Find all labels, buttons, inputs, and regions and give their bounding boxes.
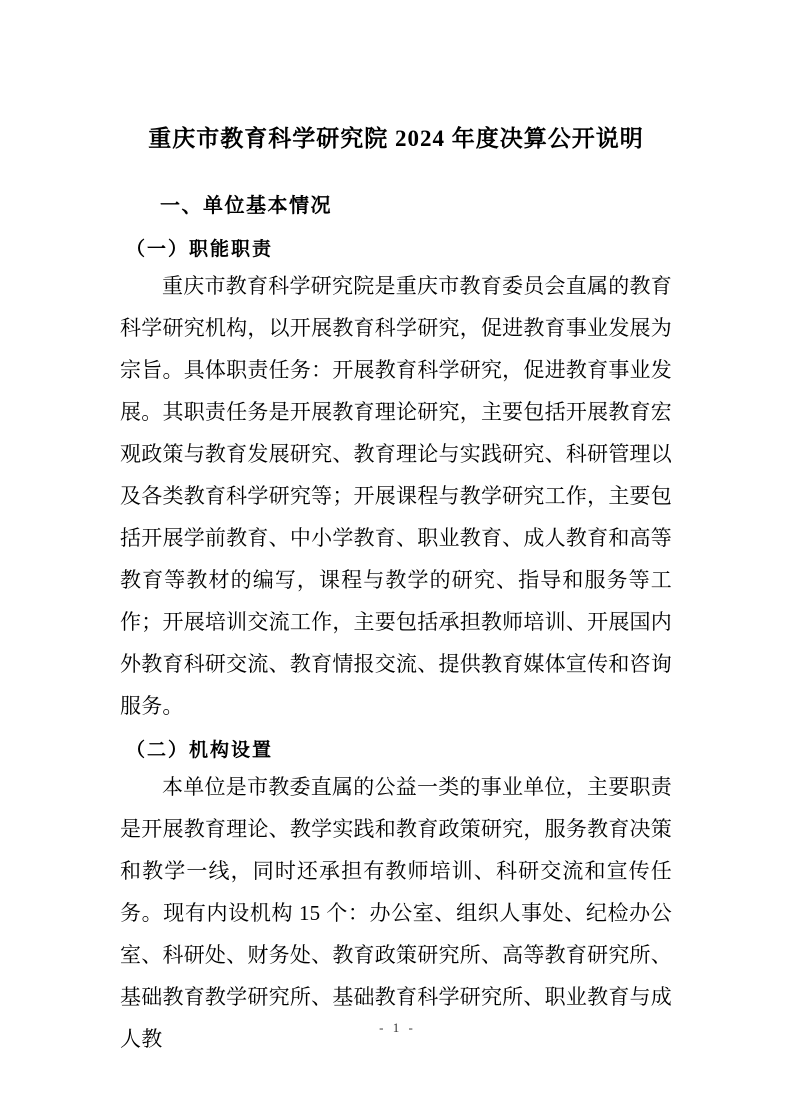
- section-heading-basic-info: 一、单位基本情况: [160, 195, 332, 217]
- body-paragraph-functions: 重庆市教育科学研究院是重庆市教育委员会直属的教育科学研究机构，以开展教育科学研究，促进教育事业发展为宗旨。具体职责任务：开展教育科学研究，促进教育事业发展。其职责任务是开展教育理论研究，主要包括开展教育宏观政策与教育发展研究、教育理论与实践研究、科研管理以及各类教育科学研究等；开展课程与教学研究工作，主要包括开展学前教育、中小学教育、职业教育、成人教育和高等教育等教材的编写，课程与教学的研究、指导和服务等工作；开展培训交流工作，主要包括承担教师培训、开展国内外教育科研交流、教育情报交流、提供教育媒体宣传和咨询服务。: [120, 274, 672, 718]
- subsection-heading-organization: （二）机构设置: [126, 740, 274, 761]
- subsection-heading-functions: （一）职能职责: [126, 239, 274, 260]
- page-number: - 1 -: [379, 1020, 416, 1035]
- body-paragraph-organization: 本单位是市教委直属的公益一类的事业单位，主要职责是开展教育理论、教学实践和教育政策研究，服务教育决策和教学一线，同时还承担有教师培训、科研交流和宣传任务。现有内设机构 15 个：办公室、组织人事处、纪检办公室、科研处、财务处、教育政策研究所、高等教育研究所、基础教育教学研究所、基础教育科学研究所、职业教育与成人教: [120, 775, 672, 1051]
- document-title: 重庆市教育科学研究院 2024 年度决算公开说明: [148, 126, 644, 151]
